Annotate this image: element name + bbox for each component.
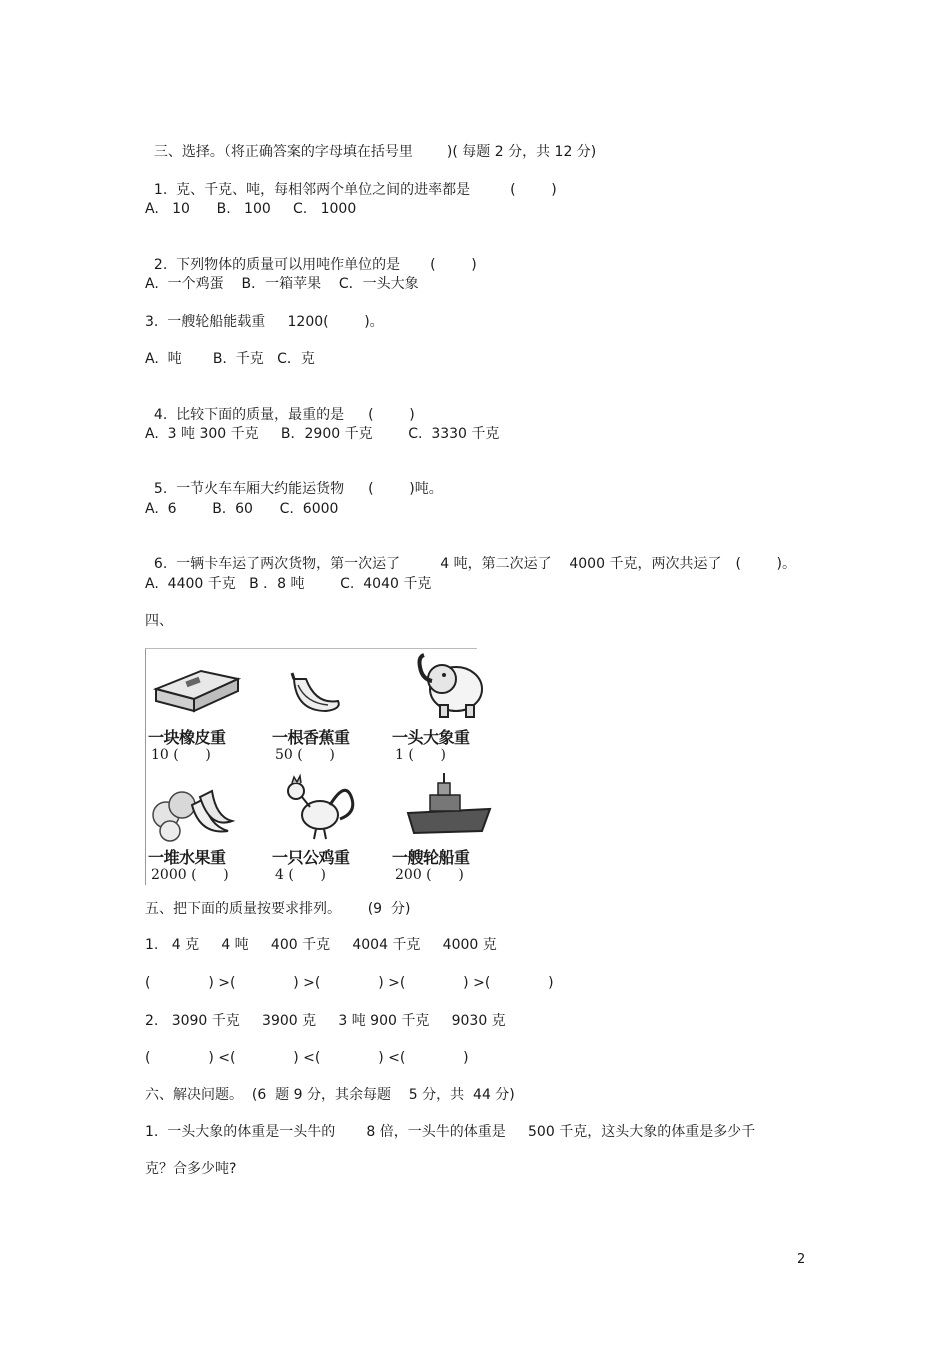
page-number: 2 bbox=[797, 1252, 806, 1267]
banana-value: 50 ( ) bbox=[275, 747, 335, 763]
question-4-blank: ( ) bbox=[368, 407, 415, 423]
fruit-caption: 一堆水果重 bbox=[148, 848, 226, 867]
section3-title-text: 三、选择。（将正确答案的字母填在括号里 bbox=[153, 144, 413, 160]
question-2 bbox=[145, 238, 477, 274]
question-3: 3. 一艘轮船能载重 1200( )。 bbox=[145, 314, 384, 330]
question-5 bbox=[145, 462, 443, 498]
elephant-value: 1 ( ) bbox=[395, 747, 446, 763]
item-ship bbox=[390, 769, 508, 887]
item-banana bbox=[270, 649, 388, 767]
rooster-caption: 一只公鸡重 bbox=[272, 848, 350, 867]
question-1 bbox=[145, 163, 557, 199]
section5-answer-1: ( ) >( ) >( ) >( ) >( ) bbox=[145, 975, 554, 991]
question-6-options: A. 4400 千克 B ．8 吨 C. 4040 千克 bbox=[145, 576, 432, 592]
fruit-icon bbox=[146, 769, 264, 845]
eraser-value: 10 ( ) bbox=[151, 747, 211, 763]
question-4 bbox=[145, 388, 415, 424]
question-2-text: 2. 下列物体的质量可以用吨作单位的是 bbox=[153, 257, 401, 273]
item-eraser bbox=[146, 649, 264, 767]
question-6-blank: ( )。 bbox=[735, 556, 796, 572]
section4-title: 四、 bbox=[145, 613, 173, 629]
ship-value: 200 ( ) bbox=[395, 867, 464, 883]
section5-question-1: 1. 4 克 4 吨 400 千克 4004 千克 4000 克 bbox=[145, 937, 497, 953]
elephant-icon bbox=[390, 649, 508, 725]
section5-title: 五、把下面的质量按要求排列。 (9 分) bbox=[145, 901, 411, 917]
question-1-text: 1. 克、千克、吨，每相邻两个单位之间的进率都是 bbox=[153, 182, 471, 198]
question-2-blank: ( ) bbox=[430, 257, 477, 273]
item-fruit bbox=[146, 769, 264, 887]
question-3-options: A. 吨 B. 千克 C．克 bbox=[145, 351, 315, 367]
item-rooster bbox=[270, 769, 388, 887]
question-4-text: 4. 比较下面的质量，最重的是 bbox=[153, 407, 345, 423]
question-1-blank: ( ) bbox=[510, 182, 557, 198]
question-6 bbox=[145, 537, 796, 573]
banana-icon bbox=[270, 649, 388, 725]
section5-question-2: 2. 3090 千克 3900 克 3 吨 900 千克 9030 克 bbox=[145, 1013, 506, 1029]
eraser-caption: 一块橡皮重 bbox=[148, 728, 226, 747]
rooster-icon bbox=[270, 769, 388, 845]
question-2-options: A. 一个鸡蛋 B．一箱苹果 C．一头大象 bbox=[145, 276, 419, 292]
section3-title-tail: )( 每题 2 分，共 12 分) bbox=[446, 144, 597, 160]
section6-title: 六、解决问题。 (6 题 9 分，其余每题 5 分，共 44 分) bbox=[145, 1087, 515, 1103]
question-6-text: 6. 一辆卡车运了两次货物，第一次运了 4 吨，第二次运了 4000 千克，两次共运了 bbox=[153, 556, 722, 572]
item-elephant bbox=[390, 649, 508, 767]
ship-icon bbox=[390, 769, 508, 845]
weight-picture-grid bbox=[145, 648, 477, 885]
fruit-value: 2000 ( ) bbox=[151, 867, 229, 883]
banana-caption: 一根香蕉重 bbox=[272, 728, 350, 747]
section6-question-1-line2: 克？合多少吨? bbox=[145, 1161, 237, 1177]
rooster-value: 4 ( ) bbox=[275, 867, 326, 883]
eraser-icon bbox=[146, 649, 264, 725]
question-4-options: A. 3 吨 300 千克 B．2900 千克 C. 3330 千克 bbox=[145, 426, 500, 442]
question-5-text: 5. 一节火车车厢大约能运货物 bbox=[153, 481, 345, 497]
section5-answer-2: ( ) <( ) <( ) <( ) bbox=[145, 1050, 469, 1066]
question-5-options: A. 6 B. 60 C. 6000 bbox=[145, 501, 339, 517]
question-5-blank: ( )吨。 bbox=[368, 481, 443, 497]
section6-question-1-line1: 1. 一头大象的体重是一头牛的 8 倍，一头牛的体重是 500 千克，这头大象的体重是多少千 bbox=[145, 1124, 756, 1140]
ship-caption: 一艘轮船重 bbox=[392, 848, 470, 867]
section3-title bbox=[145, 125, 596, 161]
question-1-options: A. 10 B. 100 C. 1000 bbox=[145, 201, 357, 217]
elephant-caption: 一头大象重 bbox=[392, 728, 470, 747]
